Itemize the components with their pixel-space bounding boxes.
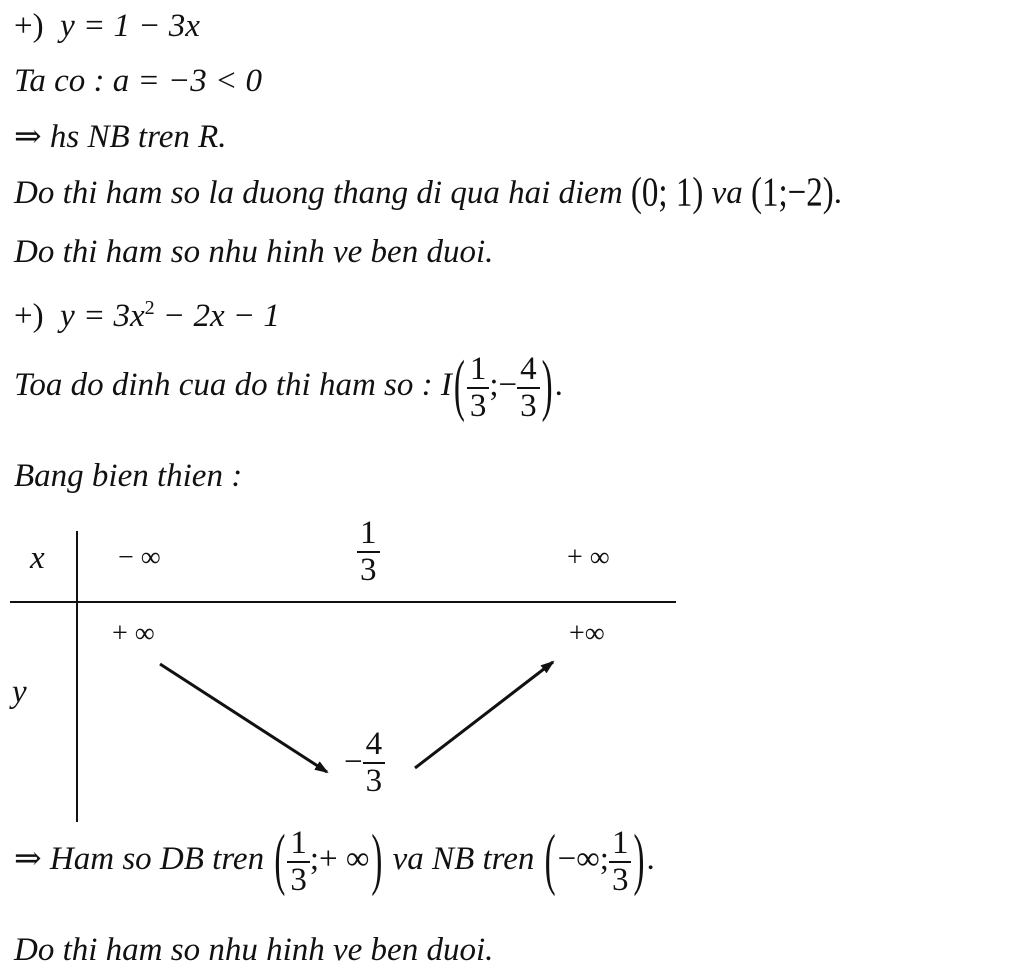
right-paren: ) — [371, 822, 383, 899]
vertex-label: I — [440, 367, 452, 404]
and-word: va — [711, 175, 743, 211]
implies-icon: ⇒ — [14, 119, 42, 155]
minus-sign: − — [344, 744, 363, 781]
table-x-mid — [357, 516, 380, 587]
interval-2-start: −∞; — [557, 841, 609, 878]
line-slope: Ta co : a = −3 < 0 — [14, 63, 263, 99]
implies-icon: ⇒ — [14, 841, 42, 878]
left-paren: ( — [544, 822, 556, 899]
line-conclusion-2 — [14, 822, 655, 899]
left-paren: ( — [453, 348, 465, 425]
table-x-right: + ∞ — [567, 542, 610, 573]
exponent: 2 — [144, 297, 155, 319]
decreasing-arrow — [160, 664, 327, 772]
vertex-text: Toa do dinh cua do thi ham so : — [14, 367, 433, 404]
line-graph-note-1: Do thi ham so nhu hinh ve ben duoi. — [14, 234, 494, 270]
table-y-min — [344, 727, 385, 798]
frac-den: 3 — [520, 387, 537, 424]
frac-num: 1 — [467, 352, 490, 389]
line-graph-note-2: Do thi ham so nhu hinh ve ben duoi. — [14, 932, 494, 968]
bullet-mark: +) — [14, 8, 44, 44]
bullet-mark: +) — [14, 298, 44, 334]
point-1: (0; 1) — [630, 170, 704, 216]
interval-2-fraction — [609, 826, 632, 897]
points-text: Do thi ham so la duong thang di qua hai diem — [14, 175, 623, 211]
decreasing-text: va NB tren — [392, 841, 535, 878]
table-y-label: y — [12, 674, 27, 710]
point-2: (1;−2) — [750, 170, 834, 216]
frac-den: 3 — [611, 861, 629, 898]
conclusion-text: hs NB tren R. — [49, 119, 227, 155]
line-table-title: Bang bien thien : — [14, 458, 243, 494]
period: . — [554, 367, 563, 404]
table-x-label: x — [30, 540, 45, 576]
y-min-fraction — [363, 727, 386, 798]
increasing-arrow — [415, 662, 553, 768]
period: . — [646, 841, 655, 878]
separator: ;− — [489, 367, 518, 404]
x-mid-fraction — [357, 516, 380, 587]
interval-1-fraction — [287, 826, 310, 897]
frac-num: 4 — [363, 727, 386, 764]
function-rhs: − 2x − 1 — [154, 298, 280, 334]
frac-num: 1 — [357, 516, 380, 553]
frac-den: 3 — [290, 861, 307, 898]
increasing-text: Ham so DB tren — [49, 841, 265, 878]
frac-den: 3 — [469, 387, 487, 424]
frac-den: 3 — [365, 762, 383, 799]
frac-num: 1 — [609, 826, 632, 863]
function-lhs: y = 3x — [60, 298, 145, 334]
table-x-left: − ∞ — [118, 542, 161, 573]
frac-num: 4 — [517, 352, 540, 389]
table-y-left: + ∞ — [112, 618, 155, 649]
function-equation: y = 1 − 3x — [60, 8, 200, 44]
frac-num: 1 — [287, 826, 310, 863]
right-paren: ) — [633, 822, 645, 899]
table-y-right: +∞ — [569, 618, 605, 649]
left-paren: ( — [274, 822, 286, 899]
period: . — [833, 175, 842, 211]
frac-den: 3 — [360, 551, 377, 588]
interval-1-end: ;+ ∞ — [309, 841, 370, 878]
right-paren: ) — [541, 348, 553, 425]
